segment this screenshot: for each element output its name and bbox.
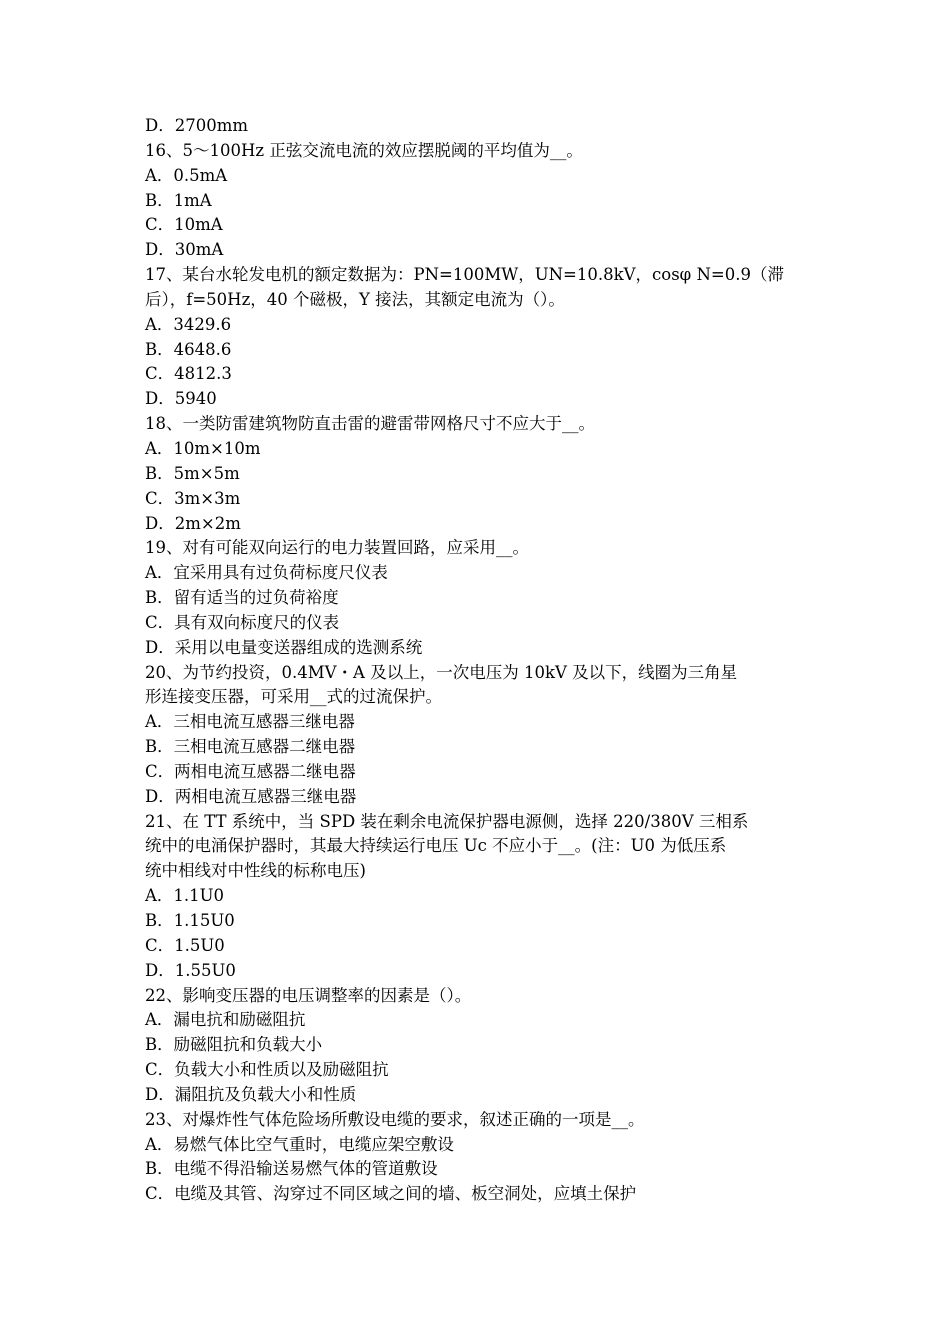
option-line: C．3m×3m: [145, 488, 241, 508]
option-line: D．漏阻抗及负载大小和性质: [145, 1084, 357, 1104]
option-line: C．1.5U0: [145, 935, 225, 955]
option-line: A．0.5mA: [145, 165, 228, 185]
option-line: A．漏电抗和励磁阻抗: [145, 1010, 306, 1030]
option-line: B．1mA: [145, 190, 212, 210]
option-line: C．4812.3: [145, 364, 232, 384]
option-line: A．三相电流互感器三继电器: [145, 712, 355, 732]
question-21-cont: 统中相线对中性线的标称电压): [145, 861, 366, 881]
option-line: C．10mA: [145, 215, 223, 235]
question-20-cont: 形连接变压器，可采用__式的过流保护。: [145, 687, 442, 707]
option-line: A．宜采用具有过负荷标度尺仪表: [145, 563, 388, 583]
option-line: B．电缆不得沿输送易燃气体的管道敷设: [145, 1159, 438, 1179]
option-line: A．1.1U0: [145, 886, 225, 906]
option-line: D．30mA: [145, 240, 224, 260]
question-22: 22、影响变压器的电压调整率的因素是（）。: [145, 985, 472, 1005]
option-line: A．易燃气体比空气重时，电缆应架空敷设: [145, 1134, 454, 1154]
option-line: D．5940: [145, 389, 217, 409]
option-line: C．电缆及其管、沟穿过不同区域之间的墙、板空洞处，应填土保护: [145, 1184, 637, 1204]
question-16: 16、5～100Hz 正弦交流电流的效应摆脱阈的平均值为__。: [145, 140, 583, 160]
option-line: B．励磁阻抗和负载大小: [145, 1035, 323, 1055]
question-text-block: [145, 114, 807, 1207]
question-21-cont: 统中的电涌保护器时，其最大持续运行电压 Uc 不应小于__。(注：U0 为低压系: [145, 836, 727, 856]
option-line: D．两相电流互感器三继电器: [145, 786, 357, 806]
option-line: D．1.55U0: [145, 960, 236, 980]
option-line: A．3429.6: [145, 314, 232, 334]
option-line: C．具有双向标度尺的仪表: [145, 612, 340, 632]
question-20: 20、为节约投资，0.4MV・A 及以上，一次电压为 10kV 及以下，线圈为三角星: [145, 662, 738, 682]
text-line: D．2700mm: [145, 116, 249, 135]
option-line: B．5m×5m: [145, 463, 240, 483]
question-21: 21、在 TT 系统中，当 SPD 装在剩余电流保护器电源侧，选择 220/380V 三相系: [145, 811, 749, 831]
option-line: C．负载大小和性质以及励磁阻抗: [145, 1060, 389, 1080]
question-19: 19、对有可能双向运行的电力装置回路，应采用__。: [145, 538, 529, 558]
option-line: B．1.15U0: [145, 911, 235, 930]
question-18: 18、一类防雷建筑物防直击雷的避雷带网格尺寸不应大于__。: [145, 414, 595, 434]
question-23: 23、对爆炸性气体危险场所敷设电缆的要求，叙述正确的一项是__。: [145, 1109, 645, 1129]
question-17-cont: 后），f=50Hz，40 个磁极，Y 接法，其额定电流为（）。: [145, 289, 565, 309]
option-line: B．留有适当的过负荷裕度: [145, 588, 339, 608]
option-line: D．采用以电量变送器组成的选测系统: [145, 637, 423, 657]
option-line: B．4648.6: [145, 339, 232, 359]
option-line: D．2m×2m: [145, 513, 241, 533]
option-line: C．两相电流互感器二继电器: [145, 761, 356, 781]
question-17: 17、某台水轮发电机的额定数据为：PN=100MW，UN=10.8kV，cosφ N=0.9（滞: [145, 265, 784, 285]
option-line: B．三相电流互感器二继电器: [145, 737, 356, 757]
option-line: A．10m×10m: [145, 438, 261, 458]
